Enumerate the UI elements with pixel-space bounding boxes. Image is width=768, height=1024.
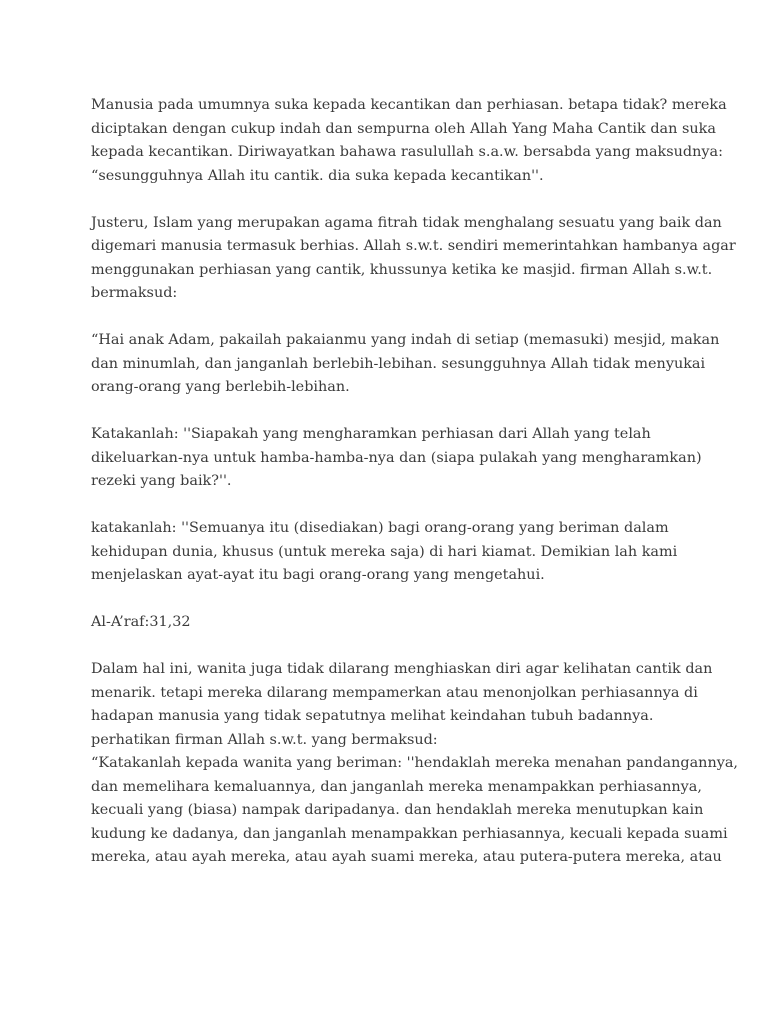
- text-line: dikeluarkan-nya untuk hamba-hamba-nya dan (siapa pulakah yang mengharamkan): [91, 449, 702, 466]
- text-line: “sesungguhnya Allah itu cantik. dia suka kepada kecantikan''.: [91, 167, 544, 184]
- text-line: kepada kecantikan. Diriwayatkan bahawa rasulullah s.a.w. bersabda yang maksudnya:: [91, 144, 723, 160]
- paragraph-quote-adam: [91, 329, 720, 400]
- text-line: bermaksud:: [91, 285, 178, 301]
- text-line: dan minumlah, dan janganlah berlebih-lebihan. sesungguhnya Allah tidak menyukai: [91, 355, 706, 372]
- text-line: mereka, atau ayah mereka, atau ayah suami mereka, atau putera-putera mereka, atau: [91, 849, 722, 865]
- paragraph-katakanlah-1: [91, 423, 702, 494]
- text-line: perhatikan firman Allah s.w.t. yang bermaksud:: [91, 731, 438, 748]
- paragraph-katakanlah-2: [91, 517, 691, 588]
- document-body: [91, 94, 738, 893]
- text-line: diciptakan dengan cukup indah dan sempurna oleh Allah Yang Maha Cantik dan suka: [91, 120, 716, 137]
- text-line: “Hai anak Adam, pakailah pakaianmu yang indah di setiap (memasuki) mesjid, makan: [91, 332, 720, 348]
- text-line: Katakanlah: ''Siapakah yang mengharamkan perhiasan dari Allah yang telah: [91, 426, 651, 442]
- text-line: rezeki yang baik?''.: [91, 473, 232, 489]
- text-line: Justeru, Islam yang merupakan agama fitrah tidak menghalang sesuatu yang baik dan: [91, 214, 722, 231]
- text-line: katakanlah: ''Semuanya itu (disediakan) bagi orang-orang yang beriman dalam: [91, 520, 669, 536]
- text-line: menarik. tetapi mereka dilarang mempamerkan atau menonjolkan perhiasannya di: [91, 684, 698, 701]
- text-line: menggunakan perhiasan yang cantik, khussunya ketika ke masjid. firman Allah s.w.t.: [91, 261, 713, 278]
- text-line: digemari manusia termasuk berhias. Allah s.w.t. sendiri memerintahkan hambanya agar: [91, 238, 736, 254]
- text-line: “Katakanlah kepada wanita yang beriman: ''hendaklah mereka menahan pandangannya,: [91, 755, 738, 771]
- verse-citation: Al-A’raf:31,32: [91, 614, 191, 630]
- text-line: Dalam hal ini, wanita juga tidak dilarang menghiaskan diri agar kelihatan cantik dan: [91, 661, 713, 677]
- text-line: kecuali yang (biasa) nampak daripadanya. dan hendaklah mereka menutupkan kain: [91, 802, 704, 818]
- paragraph-intro: [91, 94, 727, 188]
- paragraph-justeru: [91, 212, 736, 306]
- text-line: menjelaskan ayat-ayat itu bagi orang-orang yang mengetahui.: [91, 567, 545, 583]
- text-line: kudung ke dadanya, dan janganlah menampakkan perhiasannya, kecuali kepada suami: [91, 825, 728, 842]
- text-line: kehidupan dunia, khusus (untuk mereka saja) di hari kiamat. Demikian lah kami: [91, 543, 678, 560]
- text-line: dan memelihara kemaluannya, dan janganlah mereka menampakkan perhiasannya,: [91, 778, 702, 795]
- text-line: orang-orang yang berlebih-lebihan.: [91, 379, 350, 395]
- text-line: hadapan manusia yang tidak sepatutnya melihat keindahan tubuh badannya.: [91, 708, 654, 724]
- paragraph-wanita: [91, 658, 738, 870]
- text-line: Manusia pada umumnya suka kepada kecantikan dan perhiasan. betapa tidak? mereka: [91, 97, 727, 113]
- paragraph-citation: [91, 611, 691, 635]
